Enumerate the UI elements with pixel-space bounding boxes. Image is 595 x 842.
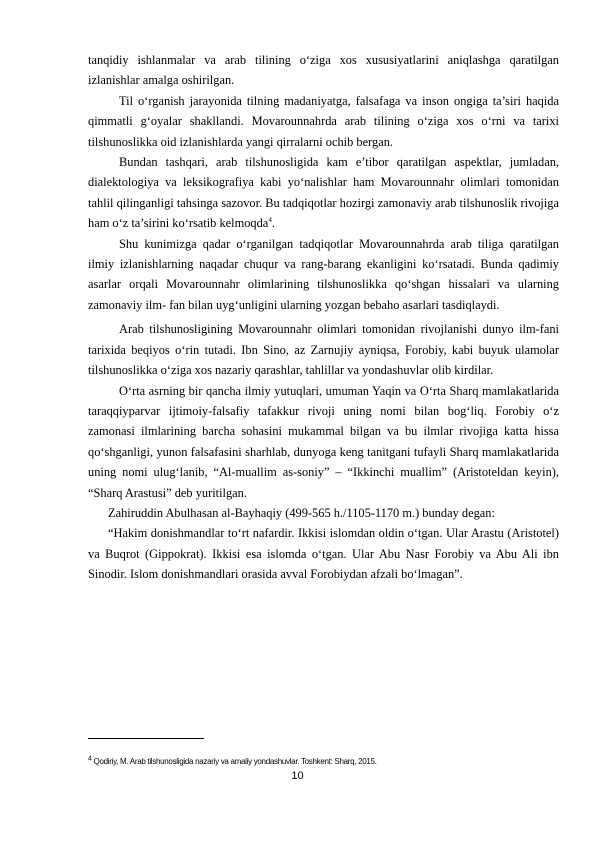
paragraph-6: O‘rta asrning bir qancha ilmiy yutuqlari, umuman Yaqin va O‘rta Sharq mamlakatlarida taraqqiyparvar ijtimoiy-falsafiy tafakkur rivoji uning nomi bilan bog‘liq. Forobiy o‘z zamonasi ilmlarining barcha sohasini mukammal bilgan va bu ilmlar rivojiga katta hissa qo‘shganligi, yunon falsafasini sharhlab, dunyoga keng tanitgani tufayli Sharq mamlakatlarida uning nomi ulug‘lanib, “Al-muallim as-soniy” – “Ikkinchi muallim” (Aristoteldan keyin), “Sharq Arastusi” deb yuritilgan.	[88, 383, 559, 500]
footnote-text: Qodiriy, M. Arab tilshunosligida nazariy va amaliy yondashuvlar. Toshkent: Sharq, 2015.	[93, 757, 377, 766]
paragraph-8-quote: “Hakim donishmandlar to‘rt nafardir. Ikkisi islomdan oldin o‘tgan. Ular Arastu (Aristotel) va Buqrot (Gippokrat). Ikkisi esa islomda o‘tgan. Ular Abu Nasr Forobiy va Abu Ali ibn Sinodir. Islom donishmandlari orasida avval Forobiydan afzali bo‘lmagan”.	[88, 526, 559, 582]
footnote-divider	[88, 738, 204, 739]
footnote-number: 4	[88, 755, 92, 763]
paragraph-3	[88, 152, 559, 234]
paragraph-4: Shu kunimizga qadar o‘rganilgan tadqiqotlar Movarounnahrda arab tiliga qaratilgan ilmiy izlanishlarning naqadar chuqur va rang-barang ekanligini ko‘rsatadi. Bunda qadimiy asarlar orqali Movarounnahr olimlarining tilshunoslikka qo‘shgan hissalari va ularning zamonaviy ilm- fan bilan uyg‘unligini ularning yozgan bebaho asarlari tasdiqlaydi.	[88, 236, 559, 312]
paragraph-7: Zahiruddin Abulhasan al-Bayhaqiy (499-565 h./1105-1170 m.) bunday degan:	[108, 505, 495, 520]
footnote	[88, 757, 559, 767]
page-number: 10	[291, 770, 304, 782]
paragraph-2: Til o‘rganish jarayonida tilning madaniyatga, falsafaga va inson ongiga ta’siri haqida qimmatli g‘oyalar shakllandi. Movarounnahrda arab tilining o‘ziga xos o‘rni va tarixi tilshunoslikka oid izlanishlarda yangi qirralarni ochib bergan.	[88, 93, 559, 149]
paragraph-5: Arab tilshunosligining Movarounnahr olimlari tomonidan rivojlanishi dunyo ilm-fani tarixida beqiyos o‘rin tutadi. Ibn Sino, az Zarnujiy ayniqsa, Forobiy, kabi buyuk ulamolar tilshunoslikka o‘ziga xos nazariy qarashlar, tahlillar va yondashuvlar olib kirdilar.	[88, 322, 559, 378]
paragraph-3-end: .	[271, 216, 275, 231]
footnote-reference[interactable]: 4	[268, 216, 272, 225]
paragraph-3-text: Bundan tashqari, arab tilshunosligida kam e’tibor qaratilgan aspektlar, jumladan, dialektologiya va leksikografiya kabi yo‘nalishlar ham Movarounnahr olimlari tomonidan tahlil qilinganligi tahsinga sazovor. Bu tadqiqotlar hozirgi zamonaviy arab tilshunoslik rivojiga ham o‘z ta’sirini ko‘rsatib kelmoqda	[88, 155, 559, 231]
paragraph-1: tanqidiy ishlanmalar va arab tilining o‘ziga xos xususiyatlarini aniqlashga qaratilgan izlanishlar amalga oshirilgan.	[88, 53, 559, 88]
page-body	[88, 50, 559, 585]
